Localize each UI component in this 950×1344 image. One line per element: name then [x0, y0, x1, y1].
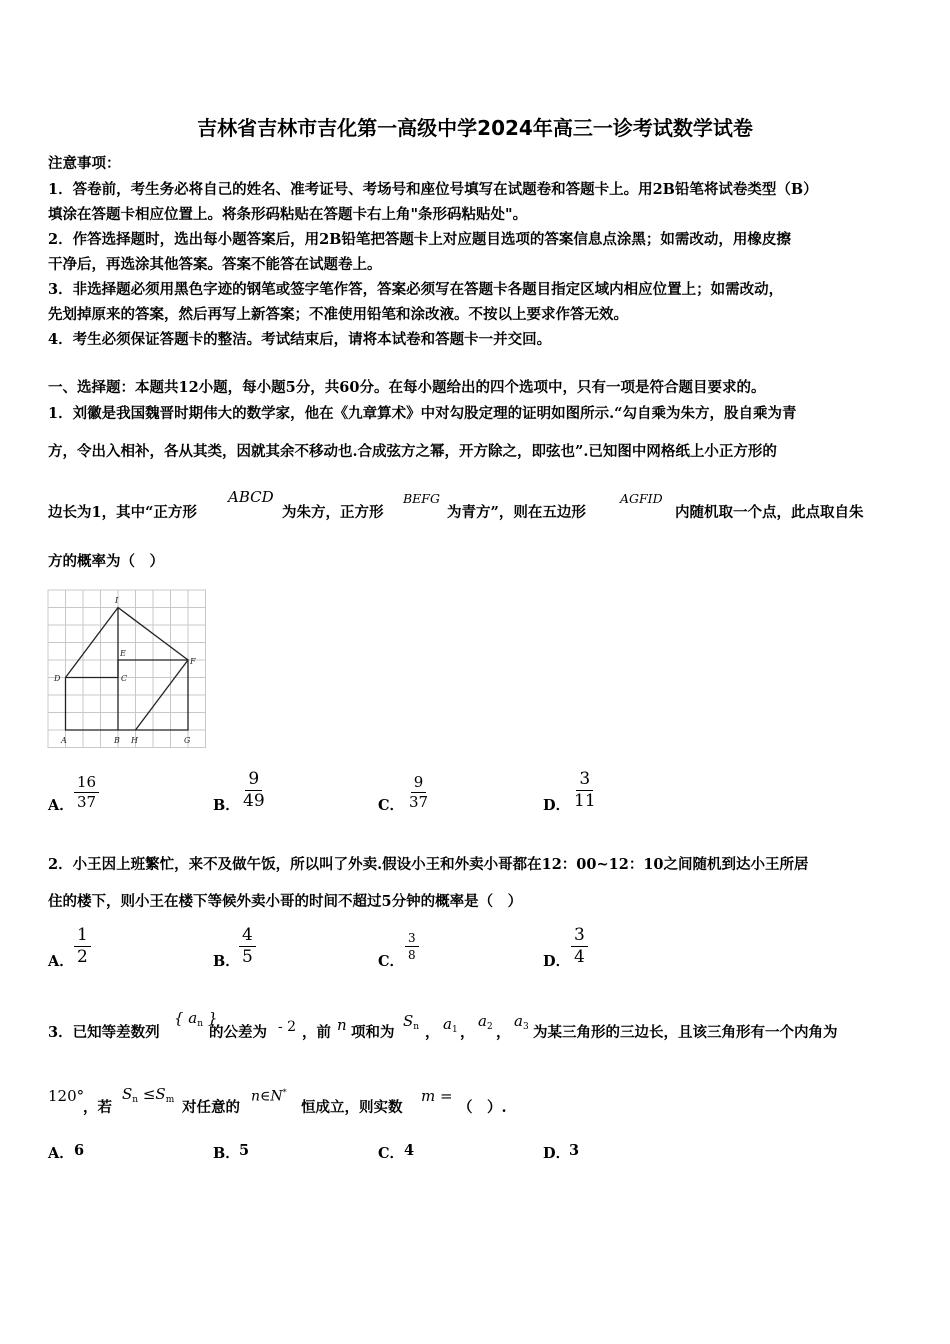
q3-n-in-n	[251, 1088, 287, 1105]
q3-ineq-left-sub: n	[132, 1095, 139, 1105]
q3-n-in-n-text: n∈N	[251, 1088, 283, 1105]
option-fraction	[239, 927, 256, 966]
fraction-denominator: 37	[77, 793, 97, 811]
q3-text: 对任意的	[182, 1099, 240, 1116]
option-label: D．	[543, 797, 571, 814]
option-fraction	[405, 932, 419, 961]
notice-line: 2．作答选择题时，选出每小题答案后，用2B铅笔把答题卡上对应题目选项的答案信息点涂黑；如需改动，用橡皮擦	[48, 231, 791, 248]
q3-common-difference: - 2	[278, 1019, 297, 1035]
q3-math-n: n	[337, 1016, 347, 1034]
option-label: A．	[48, 797, 74, 814]
q1-grid-figure	[46, 588, 208, 750]
q3-a2-sub: 2	[486, 1022, 493, 1032]
q3-math-a3	[514, 1012, 529, 1032]
q3-text: 为某三角形的三边长，且该三角形有一个内角为	[533, 1024, 838, 1041]
q3-text: 项和为	[351, 1024, 395, 1041]
q3-comma: ，	[460, 1024, 475, 1041]
option-value: 5	[239, 1142, 250, 1159]
notice-line: 先划掉原来的答案，然后再写上新答案；不准使用铅笔和涂改液。不按以上要求作答无效。	[48, 306, 628, 323]
q3-m-eq: m =	[421, 1087, 453, 1105]
fraction-denominator: 37	[409, 793, 429, 811]
fraction-numerator: 4	[239, 927, 256, 947]
option-label: C．	[378, 797, 405, 814]
fraction-numerator: 16	[74, 775, 99, 793]
q3-inequality	[122, 1085, 174, 1105]
q1-math-abcd: ABCD	[228, 488, 274, 506]
q3-text: 的公差为	[209, 1024, 267, 1041]
notice-line: 填涂在答题卡相应位置上。将条形码粘贴在答题卡右上角"条形码粘贴处"。	[48, 206, 528, 223]
q3-ineq-right-sub: m	[165, 1095, 175, 1105]
notice-line: 干净后，再选涂其他答案。答案不能答在试题卷上。	[48, 256, 382, 273]
q3-math-sn	[403, 1012, 419, 1032]
q3-ineq-op: ≤S	[138, 1085, 166, 1103]
q1-math-befg: BEFG	[403, 491, 440, 506]
notice-line: 4．考生必须保证答题卡的整洁。考试结束后，请将本试卷和答题卡一并交回。	[48, 331, 552, 348]
figure-label-d: D	[54, 674, 61, 683]
option-label: C．	[378, 1145, 405, 1162]
option-fraction	[571, 771, 599, 810]
figure-label-g: G	[184, 736, 191, 745]
option-label: A．	[48, 1145, 74, 1162]
option-label: D．	[543, 953, 571, 970]
fraction-denominator: 4	[574, 947, 585, 967]
fraction-numerator: 3	[405, 932, 419, 947]
q3-text: （ ）.	[458, 1099, 507, 1116]
q3-comma: ，	[425, 1024, 440, 1041]
q1-text-line: 内随机取一个点，此点取自朱	[675, 504, 864, 521]
q3-n-in-n-sup: *	[282, 1088, 287, 1097]
q3-text: 3．已知等差数列	[48, 1024, 160, 1041]
notice-line: 3．非选择题必须用黑色字迹的钢笔或签字笔作答，答案必须写在答题卡各题目指定区域内相应位置上；如需改动，	[48, 281, 784, 298]
q3-angle: 120°	[48, 1087, 85, 1105]
fraction-denominator: 2	[77, 947, 88, 967]
q1-text-line: 1．刘徽是我国魏晋时期伟大的数学家，他在《九章算术》中对勾股定理的证明如图所示.“勾自乘为朱方，股自乘为青	[48, 405, 797, 422]
q3-math-a2	[478, 1012, 493, 1032]
figure-label-i: I	[115, 596, 119, 605]
notice-line: 1．答卷前，考生务必将自己的姓名、准考证号、考场号和座位号填写在试题卷和答题卡上。用2B铅笔将试卷类型（B）	[48, 181, 818, 198]
fraction-denominator: 5	[242, 947, 253, 967]
figure-label-b: B	[114, 736, 120, 745]
q3-text: ，若	[83, 1099, 112, 1116]
option-fraction	[571, 927, 588, 966]
q3-ineq-left: S	[122, 1085, 133, 1103]
q3-sequence-sub: n	[197, 1019, 204, 1029]
fraction-numerator: 3	[571, 927, 588, 947]
notice-heading: 注意事项：	[48, 155, 121, 172]
figure-label-f: F	[190, 657, 196, 666]
q3-a2-a: a	[478, 1012, 487, 1030]
q1-text-line: 为朱方，正方形	[282, 504, 384, 521]
fraction-denominator: 11	[574, 791, 596, 811]
q2-text-line: 住的楼下，则小王在楼下等候外卖小哥的时间不超过5分钟的概率是（ ）	[48, 893, 523, 910]
q3-sn-sub: n	[413, 1022, 420, 1032]
q3-text: ，前	[302, 1024, 331, 1041]
option-label: C．	[378, 953, 405, 970]
fraction-denominator: 8	[408, 948, 416, 962]
q3-text: 恒成立，则实数	[301, 1099, 403, 1116]
q3-a3-a: a	[514, 1012, 523, 1030]
figure-label-a: A	[61, 736, 67, 745]
option-label: B．	[213, 1145, 240, 1162]
figure-label-h: H	[131, 736, 138, 745]
fraction-numerator: 3	[576, 771, 593, 791]
option-fraction	[406, 775, 431, 810]
q3-sequence-open: { a	[174, 1009, 198, 1027]
q3-a1-sub: 1	[451, 1025, 458, 1035]
q3-a1-a: a	[443, 1015, 452, 1033]
figure-label-e: E	[120, 649, 126, 658]
option-label: A．	[48, 953, 74, 970]
q1-math-agfid: AGFID	[620, 491, 663, 506]
option-value: 6	[74, 1142, 85, 1159]
option-value: 4	[404, 1142, 415, 1159]
q3-math-a1	[443, 1015, 458, 1035]
q3-a3-sub: 3	[522, 1022, 529, 1032]
option-value: 3	[569, 1142, 580, 1159]
option-label: B．	[213, 797, 240, 814]
option-label: B．	[213, 953, 240, 970]
option-label: D．	[543, 1145, 571, 1162]
option-fraction	[74, 775, 99, 810]
q1-text-line: 方的概率为（ ）	[48, 553, 164, 570]
q1-text-line: 方，令出入相补，各从其类，因就其余不移动也.合成弦方之幂，开方除之，即弦也”.已知图中网格纸上小正方形的	[48, 443, 777, 460]
q3-sn-s: S	[403, 1012, 414, 1030]
fraction-denominator: 49	[243, 791, 265, 811]
figure-label-c: C	[121, 674, 128, 683]
q1-text-line: 边长为1，其中“正方形	[48, 504, 197, 521]
fraction-numerator: 9	[411, 775, 427, 793]
option-fraction	[74, 927, 91, 966]
q1-text-line: 为青方”，则在五边形	[447, 504, 586, 521]
option-fraction	[240, 771, 268, 810]
q3-sequence-close: }	[203, 1009, 218, 1027]
q2-text-line: 2．小王因上班繁忙，来不及做午饭，所以叫了外卖.假设小王和外卖小哥都在12：00~12：10之间随机到达小王所居	[48, 856, 809, 873]
exam-title: 吉林省吉林市吉化第一高级中学2024年高三一诊考试数学试卷	[197, 116, 753, 140]
fraction-numerator: 1	[74, 927, 91, 947]
q3-comma: ，	[496, 1024, 511, 1041]
section-heading: 一、选择题：本题共12小题，每小题5分，共60分。在每小题给出的四个选项中，只有一项是符合题目要求的。	[48, 379, 766, 396]
fraction-numerator: 9	[245, 771, 262, 791]
